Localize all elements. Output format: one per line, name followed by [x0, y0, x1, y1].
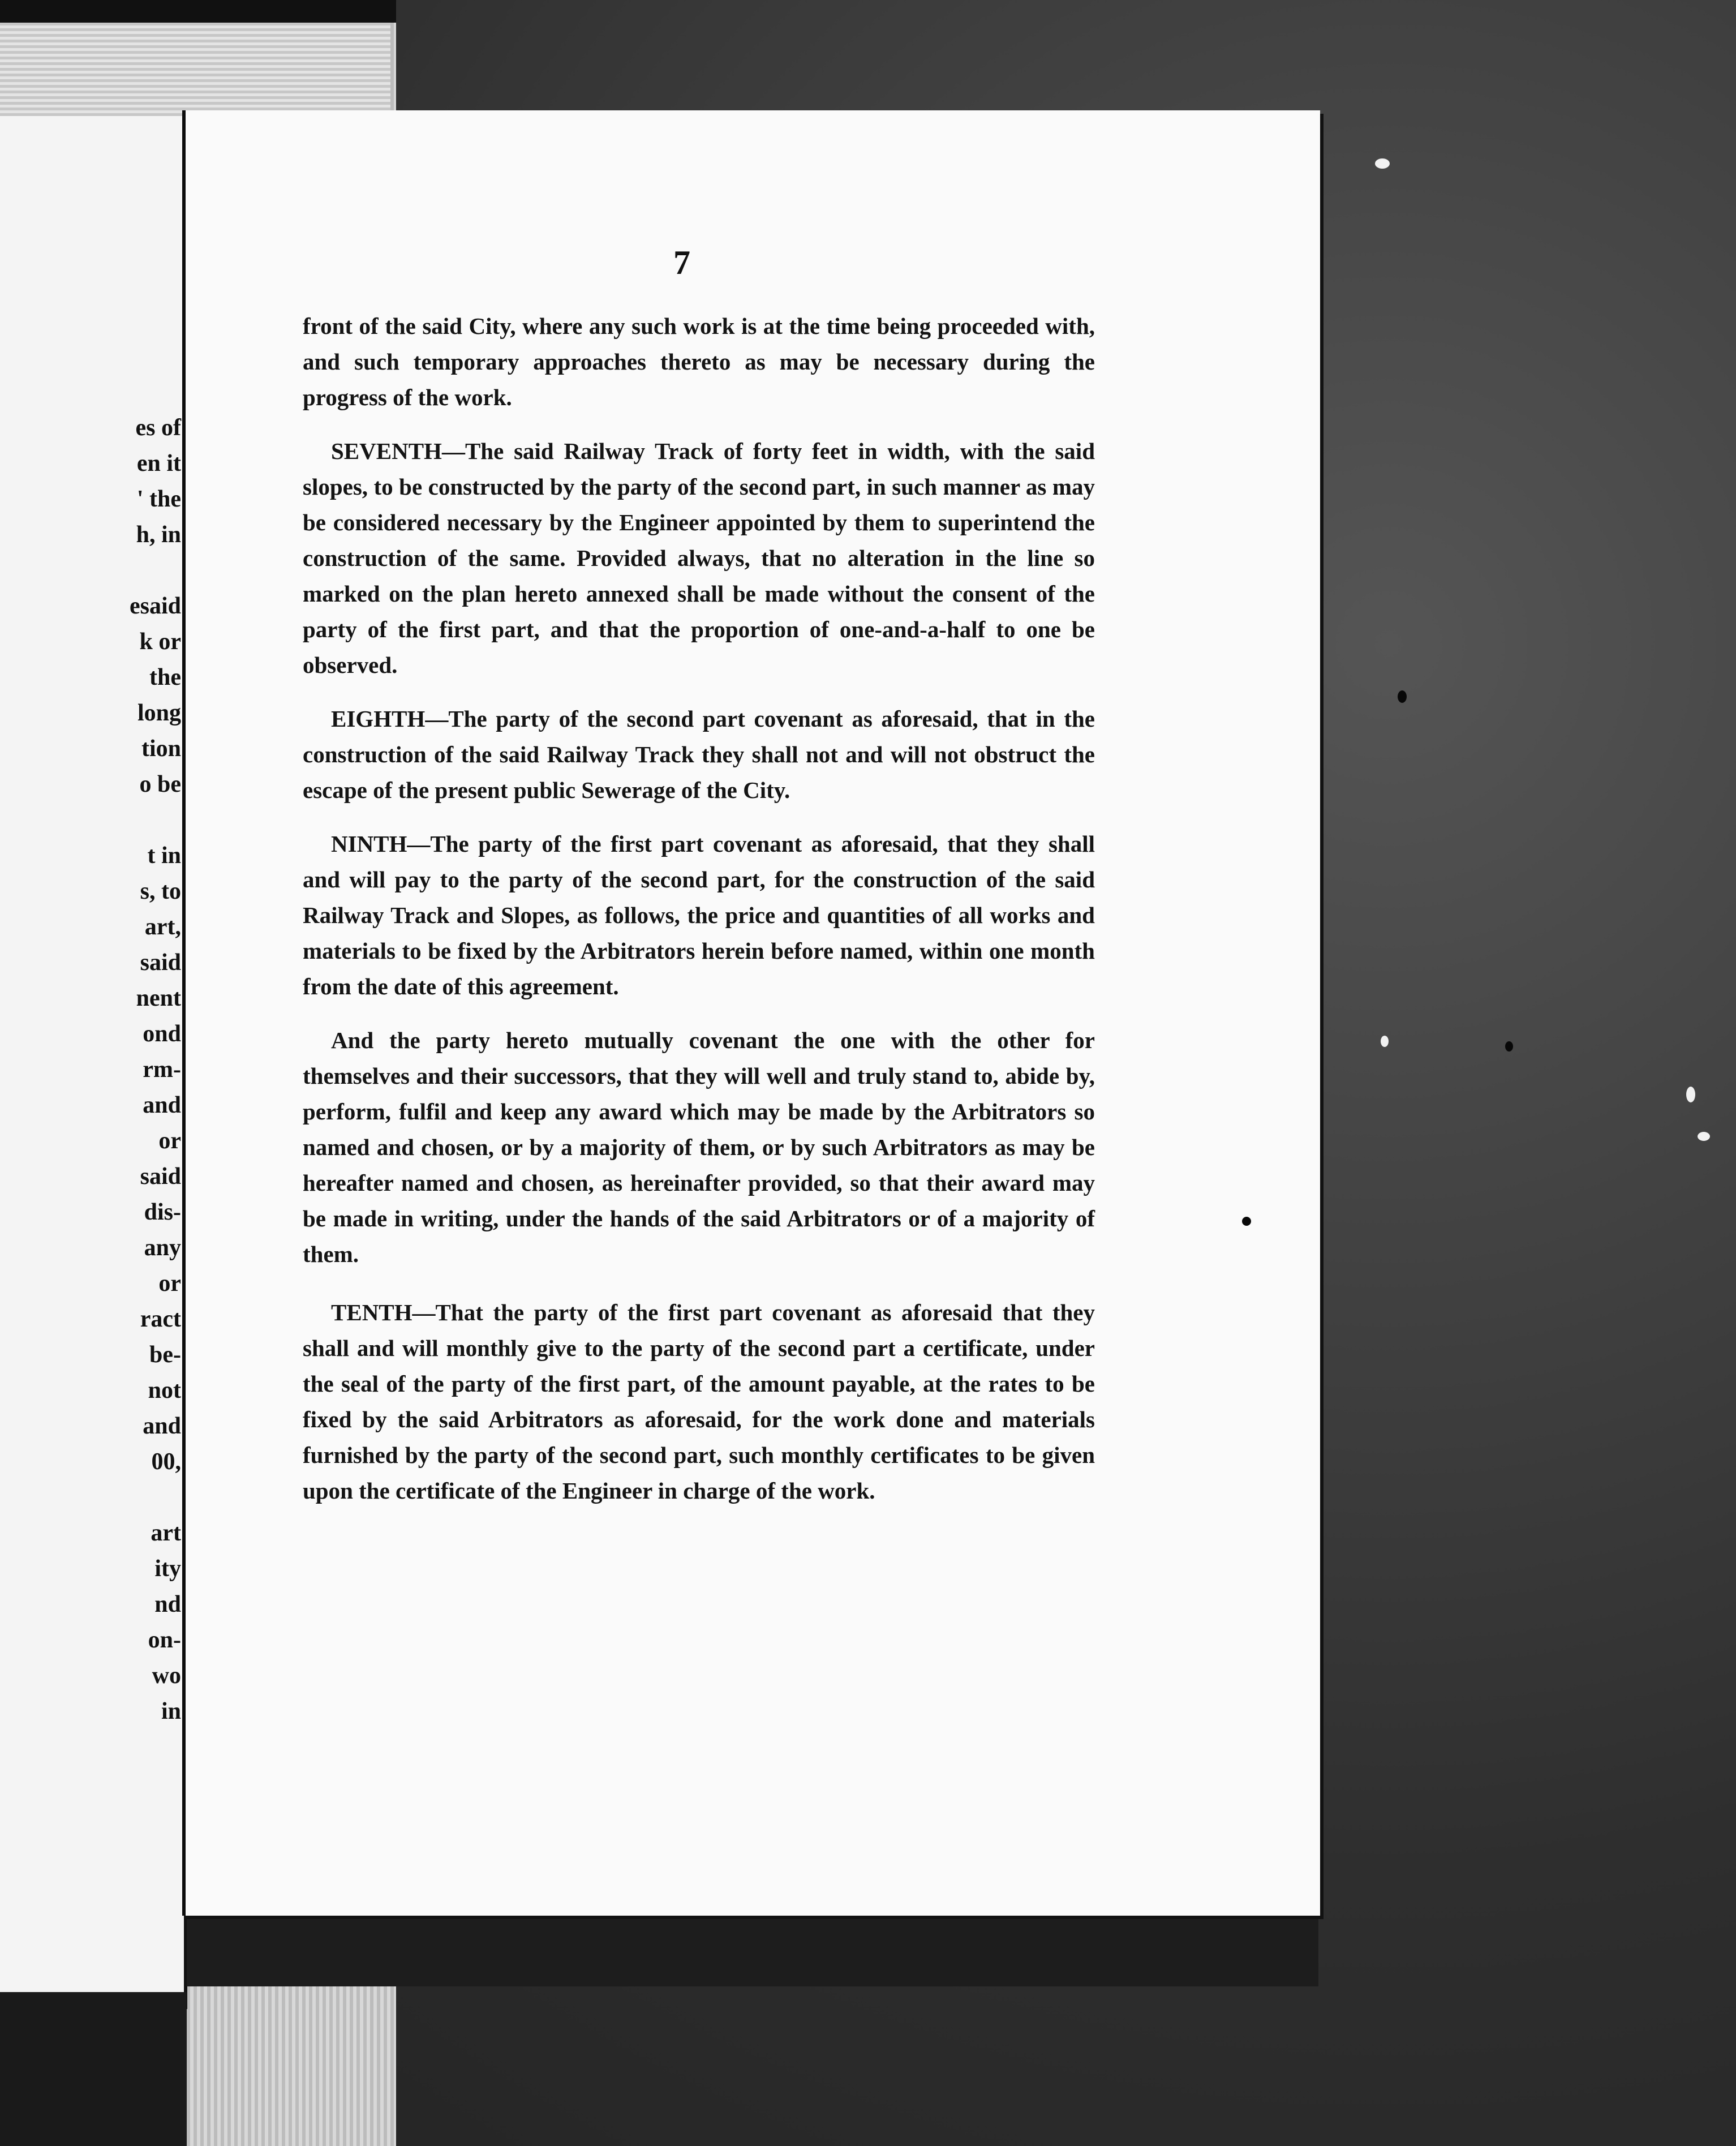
- left-page-fragment: en it: [136, 450, 181, 477]
- left-page-fragment: said: [140, 1164, 181, 1190]
- paragraph-continuation: front of the said City, where any such work is at the time being proceeded with, and such temporary approaches thereto as may be necessary during the progress of the work.: [303, 313, 1095, 410]
- left-page-fragment: and: [143, 1413, 181, 1439]
- left-page-fragment: or: [158, 1128, 181, 1154]
- paragraph-seventh: SEVENTH—The said Railway Track of forty feet in width, with the said slopes, to be constructed by the party of the second part, in such manner as may be considered necessary by the Engineer appointed by them to superintend the construction of the same. Provided always, that no alteration in the line so marked on the plan hereto annexed shall be made without the consent of the party of the first part, and that the proportion of one-and-a-half to one be observed.: [303, 438, 1095, 678]
- paragraph-tenth: TENTH—That the party of the first part covenant as aforesaid that they shall and will monthly give to the party of the second part a certificate, under the seal of the party of the first part, of the amount payable, at the rates to be fixed by the said Arbitrators as aforesaid, for the work done and materials furnished by the party of the second part, such monthly certificates to be given upon the certificate of the Engineer in charge of the work.: [303, 1299, 1095, 1504]
- left-page-fragment: s, to: [140, 878, 181, 904]
- left-page-fragment: ond: [143, 1021, 181, 1047]
- page-number: 7: [673, 244, 690, 281]
- left-page-fragment: nd: [154, 1591, 181, 1617]
- left-page-fragment: the: [149, 664, 181, 690]
- left-page-fragment: art,: [144, 914, 181, 940]
- left-page-fragment: h, in: [136, 522, 181, 548]
- left-page-fragment: 00,: [151, 1449, 181, 1475]
- left-page-shadow: [0, 1992, 187, 2146]
- left-page-fragment: or: [158, 1271, 181, 1297]
- left-page-fragment: said: [140, 950, 181, 976]
- left-page-fragment: ity: [154, 1556, 181, 1582]
- left-page-fragment: wo: [152, 1663, 181, 1689]
- paragraph-eighth: EIGHTH—The party of the second part covenant as aforesaid, that in the construction of the said Railway Track they shall not and will not obstruct the escape of the present public Sewerage of the City.: [303, 706, 1095, 803]
- left-page-fragment: [102, 1480, 181, 1516]
- left-page-fragment: [102, 553, 181, 589]
- left-page-fragment: [102, 802, 181, 838]
- left-page-fragment: esaid: [129, 593, 181, 619]
- left-page-fragment: ' the: [136, 486, 181, 512]
- paragraph-mutual-covenant: And the party hereto mutually covenant the one with the other for themselves and their successors, that they will well and truly stand to, abide by, perform, fulfil and keep any award which may be made by the Arbitrators so named and chosen, or by a majority of them, or by such Arbitrators as may be hereafter named and chosen, as hereinafter provided, so that their award may be made in writing, under the hands of the said Arbitrators or of a majority of them.: [303, 1027, 1095, 1267]
- left-page-fragment: not: [148, 1377, 181, 1404]
- page-body: [303, 308, 1095, 1509]
- left-page-fragment: nent: [136, 985, 181, 1011]
- left-page-fragment: t in: [147, 843, 181, 869]
- paragraph-ninth: NINTH—The party of the first part covenant as aforesaid, that they shall and will pay to the party of the second part, for the construction of the said Railway Track and Slopes, as follows, the price and quantities of all works and materials to be fixed by the Arbitrators herein before named, within one month from the date of this agreement.: [303, 831, 1095, 999]
- left-page-fragment: and: [143, 1092, 181, 1118]
- left-page-fragment: be-: [149, 1342, 181, 1368]
- left-page-fragment: rm-: [143, 1057, 181, 1083]
- left-page-fragment: k or: [139, 629, 181, 655]
- left-page-fragment: on-: [148, 1627, 181, 1653]
- left-page-fragment: ract: [140, 1306, 181, 1332]
- left-page-text: [102, 410, 181, 1729]
- left-page-fragment: any: [144, 1235, 181, 1261]
- left-page-fragment: tion: [141, 736, 181, 762]
- left-page-fragment: o be: [139, 771, 181, 797]
- page-shadow: [187, 1907, 1318, 1986]
- left-page-fragment: es of: [135, 415, 181, 441]
- left-page-fragment: long: [137, 700, 181, 726]
- left-page-fragment: art: [151, 1520, 181, 1546]
- left-page-fragment: dis-: [144, 1199, 181, 1225]
- left-page: [0, 116, 187, 2009]
- left-page-fragment: in: [161, 1698, 181, 1724]
